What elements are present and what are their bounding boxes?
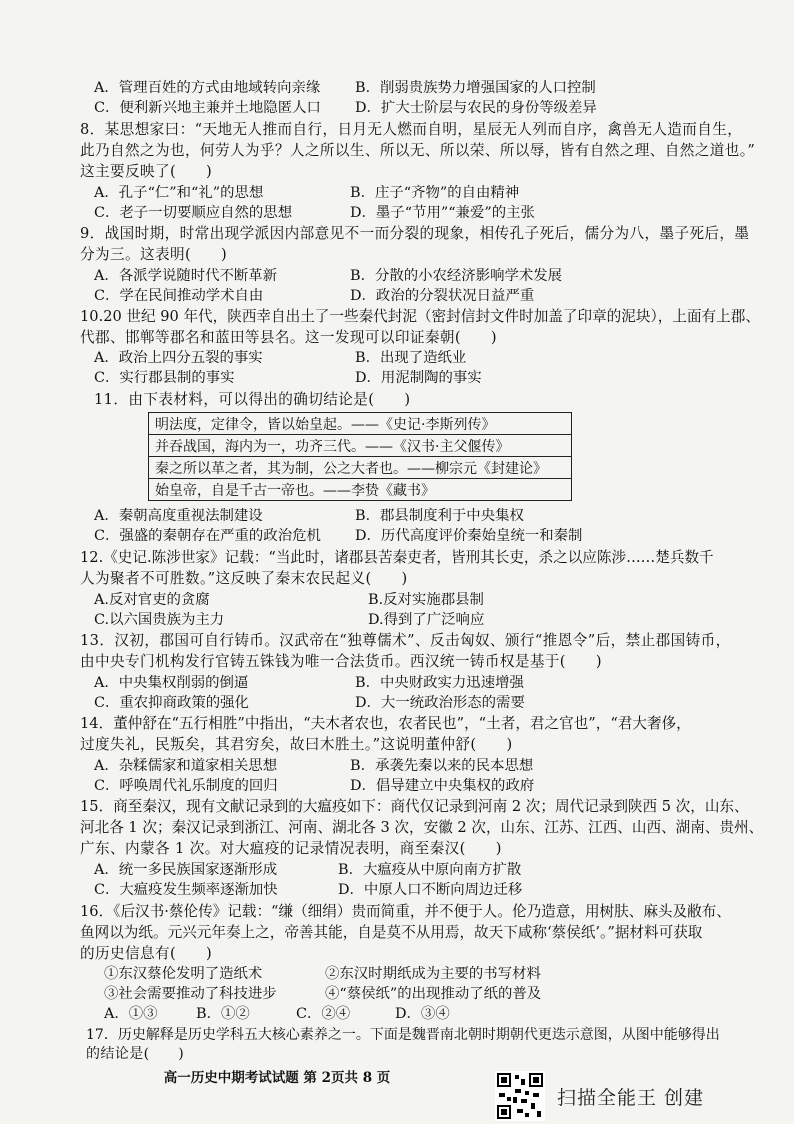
q9-option-d: D．政治的分裂状况日益严重 <box>350 288 535 304</box>
q14-option-b: B．承袭先秦以来的民本思想 <box>350 758 534 774</box>
q14-option-c: C．呼唤周代礼乐制度的回归 <box>94 778 278 794</box>
q11-quote-row: 明法度，定律令，皆以始皇起。——《史记·李斯列传》 <box>149 413 572 435</box>
q7-option-c: C．便利新兴地主兼并土地隐匿人口 <box>94 100 321 116</box>
q10-stem-line1: 10.20 世纪 90 年代，陕西幸自出土了一些秦代封泥（密封信封文件时加盖了印章的泥块），上面有上郡、 <box>80 308 760 325</box>
q15-option-a: A．统一多民族国家逐渐形成 <box>94 862 278 878</box>
q13-option-d: D．大一统政治形态的需要 <box>355 695 525 711</box>
q11-option-d: D．历代高度评价秦始皇统一和秦制 <box>355 528 583 544</box>
q13-stem-line1: 13．汉初，郡国可自行铸币。汉武帝在“独尊儒术”、反击匈奴、颁行“推恩令”后，禁止郡国铸币， <box>80 632 731 649</box>
q8-stem-line1: 8．某思想家曰：“天地无人推而自行，日月无人燃而自明，星辰无人列而自序，禽兽无人造而自生， <box>80 121 743 138</box>
q9-option-c: C．学在民间推动学术自由 <box>94 288 264 304</box>
q7-option-b: B．削弱贵族势力增强国家的人口控制 <box>355 80 596 96</box>
q16-option-d: D．③④ <box>395 1006 450 1022</box>
q14-option-d: D．倡导建立中央集权的政府 <box>350 778 535 794</box>
q16-option-a: A．①③ <box>104 1006 158 1022</box>
q12-stem-line2: 人为聚者不可胜数。”这反映了秦末农民起义( ) <box>80 570 408 587</box>
q11-quote-row: 始皇帝，自是千古一帝也。——李贽《藏书》 <box>149 479 572 501</box>
q11-quote-table <box>148 412 572 501</box>
q13-option-b: B．中央财政实力迅速增强 <box>355 675 524 691</box>
q8-stem-line2: 此乃自然之为也，何劳人为乎？人之所以生、所以无、所以荣、所以辱，皆有自然之理、自然之道也。” <box>80 142 756 159</box>
q7-option-d: D．扩大士阶层与农民的身份等级差异 <box>355 100 597 116</box>
q15-stem-line3: 广东、内蒙各 1 次。对大瘟疫的记录情况表明，商至秦汉( ) <box>80 840 502 857</box>
q12-option-d: D.得到了广泛响应 <box>368 612 485 628</box>
q7-option-a: A．管理百姓的方式由地域转向亲缘 <box>94 80 321 96</box>
q14-option-a: A．杂糅儒家和道家相关思想 <box>94 758 278 774</box>
q16-statement-4: ④“蔡侯纸”的出现推动了纸的普及 <box>325 986 542 1002</box>
q15-option-b: B．大瘟疫从中原向南方扩散 <box>338 862 522 878</box>
scanner-watermark <box>495 1070 704 1122</box>
q13-stem-line2: 由中央专门机构发行官铸五铢钱为唯一合法货币。西汉统一铸币权是基于( ) <box>80 653 602 670</box>
q16-option-c: C．②④ <box>296 1006 351 1022</box>
q11-quote-row: 并吞战国，海内为一，功齐三代。——《汉书·主父偃传》 <box>149 435 572 457</box>
q13-option-a: A．中央集权削弱的倒逼 <box>94 675 249 691</box>
q9-option-b: B．分散的小农经济影响学术发展 <box>350 268 563 284</box>
q16-statement-1: ①东汉蔡伦发明了造纸术 <box>104 966 263 982</box>
q16-stem-line1: 16．《后汉书·蔡伦传》记载：“缣（细绢）贵而简重，并不便于人。伦乃造意，用树肤、麻头及敝布、 <box>80 903 731 920</box>
q16-stem-line3: 的历史信息有( ) <box>80 945 213 962</box>
q11-option-b: B．郡县制度利于中央集权 <box>355 508 524 524</box>
q11-option-a: A．秦朝高度重视法制建设 <box>94 508 263 524</box>
q8-option-d: D．墨子“节用”“兼爱”的主张 <box>350 205 535 221</box>
q15-stem-line1: 15．商至秦汉，现有文献记录到的大瘟疫如下：商代仅记录到河南 2 次；周代记录到陕西 5 次，山东、 <box>80 798 749 815</box>
q14-stem-line2: 过度失礼，民叛矣，其君穷矣，故曰木胜土。”这说明董仲舒( ) <box>80 736 513 753</box>
q15-option-d: D．中原人口不断向周边迁移 <box>338 882 523 898</box>
page-footer: 高一历史中期考试试题 第 2页共 8 页 <box>163 1070 391 1086</box>
q10-stem-line2: 代郡、邯郸等郡名和蓝田等县名。这一发现可以印证秦朝( ) <box>80 329 498 346</box>
q8-option-b: B．庄子“齐物”的自由精神 <box>350 185 520 201</box>
q16-option-b: B．①② <box>196 1006 250 1022</box>
q12-option-a: A.反对官吏的贪腐 <box>94 592 210 608</box>
q17-stem-line1: 17．历史解释是历史学科五大核心素养之一。下面是魏晋南北朝时期朝代更迭示意图，从图中能够得出 <box>86 1027 720 1043</box>
q12-stem-line1: 12.《史记.陈涉世家》记载：“当此时，诸郡县苦秦吏者，皆刑其长吏，杀之以应陈涉……楚兵数千 <box>80 549 714 566</box>
q8-option-a: A．孔子“仁”和“礼”的思想 <box>94 185 264 201</box>
q11-quote-row: 秦之所以革之者，其为制，公之大者也。——柳宗元《封建论》 <box>149 457 572 479</box>
q9-stem-line2: 分为三。这表明( ) <box>80 246 228 263</box>
q12-option-c: C.以六国贵族为主力 <box>94 612 225 628</box>
q14-stem-line1: 14．董仲舒在“五行相胜”中指出，“夫木者农也，农者民也”，“土者，君之官也”，“君大奢侈， <box>80 715 691 732</box>
q11-stem: 11．由下表材料，可以得出的确切结论是( ) <box>94 391 411 408</box>
scanner-label: 扫描全能王 创建 <box>557 1086 705 1109</box>
q10-option-a: A．政治上四分五裂的事实 <box>94 350 263 366</box>
q9-option-a: A．各派学说随时代不断革新 <box>94 268 278 284</box>
q16-statement-2: ②东汉时期纸成为主要的书写材料 <box>325 966 541 982</box>
q9-stem-line1: 9．战国时期，时常出现学派因内部意见不一而分裂的现象，相传孔子死后，儒分为八，墨子死后，墨 <box>80 225 750 242</box>
q8-stem-line3: 这主要反映了( ) <box>80 163 213 180</box>
q15-option-c: C．大瘟疫发生频率逐渐加快 <box>94 882 278 898</box>
q8-option-c: C．老子一切要顺应自然的思想 <box>94 205 293 221</box>
q12-option-b: B.反对实施郡县制 <box>368 592 484 608</box>
q10-option-c: C．实行郡县制的事实 <box>94 370 235 386</box>
q10-option-b: B．出现了造纸业 <box>355 350 467 366</box>
q17-stem-line2: 的结论是( ) <box>86 1046 185 1062</box>
q16-statement-3: ③社会需要推动了科技进步 <box>104 986 277 1002</box>
q13-option-c: C．重农抑商政策的强化 <box>94 695 249 711</box>
q15-stem-line2: 河北各 1 次；秦汉记录到浙江、河南、湖北各 3 次，安徽 2 次，山东、江苏、江西、山西、湖南、贵州、 <box>80 819 764 836</box>
qr-code-icon <box>495 1071 545 1121</box>
q11-option-c: C．强盛的秦朝存在严重的政治危机 <box>94 528 321 544</box>
q16-stem-line2: 鱼网以为纸。元兴元年奏上之，帝善其能，自是莫不从用焉，故天下咸称‘蔡侯纸’。”据材料可获取 <box>80 924 703 941</box>
q10-option-d: D．用泥制陶的事实 <box>355 370 482 386</box>
